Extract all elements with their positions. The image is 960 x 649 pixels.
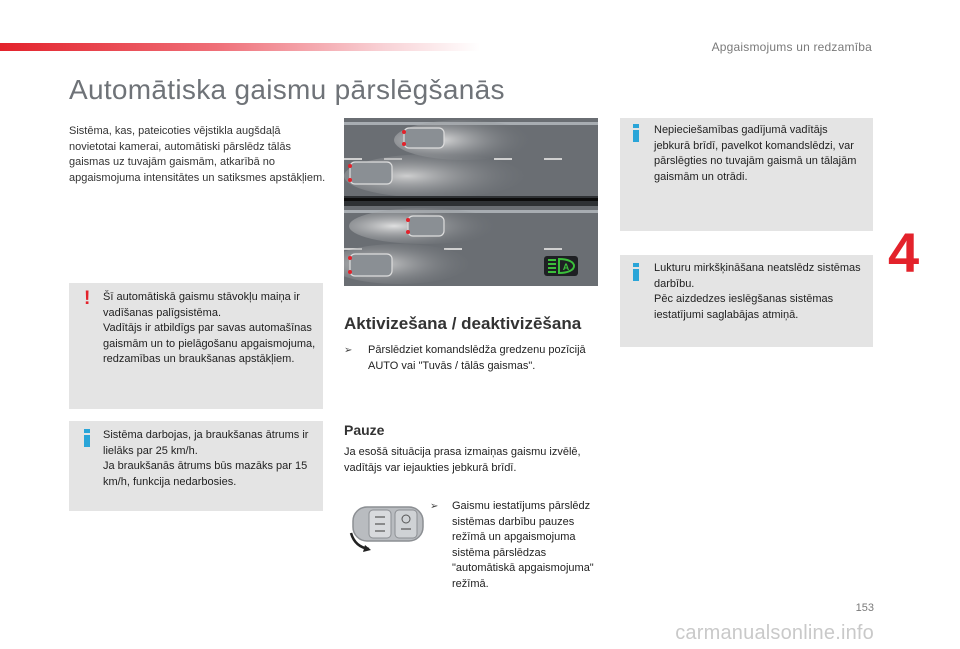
- watermark: carmanualsonline.info: [675, 622, 874, 644]
- auto-badge-label: A: [562, 262, 570, 272]
- info-memory-text: Lukturu mirkšķināšana neatslēdz sistēmas darbību. Pēc aizdedzes ieslēgšanas sistēmas iestatījumi saglabājas atmiņā.: [654, 262, 861, 321]
- pause-text: Ja esošā situācija prasa izmaiņas gaismu izvēlē, vadītājs var iejaukties jebkurā brīdī.: [344, 446, 581, 474]
- activation-bullet: [344, 343, 599, 374]
- info-override-text: Nepieciešamības gadījumā vadītājs jebkurā brīdī, pavelkot komandslēdzi, var pārslēgties no tuvajām gaismā un tālajām gaismām un otrādi.: [654, 124, 857, 183]
- bullet-arrow-icon: ➢: [430, 501, 439, 512]
- road-illustration: [344, 118, 598, 286]
- activation-title: Aktivizešana / deaktivizēšana: [344, 314, 582, 333]
- lighting-stalk-illustration: [345, 497, 425, 553]
- info-box-override: [620, 118, 873, 231]
- pause-bullet: [430, 499, 598, 592]
- section-title: Apgaismojums un redzamība: [711, 40, 872, 54]
- bullet-arrow-icon: ➢: [344, 345, 353, 356]
- warning-text: Šī automātiskā gaismu stāvokļu maiņa ir vadīšanas palīgsistēma. Vadītājs ir atbildīgs par savas automašīnas gaismām un to pielāgošanu apgaismojuma, redzamības un braukšanas apstākļiem.: [103, 291, 316, 365]
- page-number: 153: [855, 602, 874, 614]
- info-icon: [633, 124, 639, 142]
- info-speed-text: Sistēma darbojas, ja braukšanas ātrums ir lielāks par 25 km/h. Ja braukšanās ātrums būs mazāks par 15 km/h, funkcija nedarbosies.: [103, 429, 309, 488]
- warning-box: [69, 283, 323, 409]
- activation-bullet-text: Pārslēdziet komandslēdža gredzenu pozīcijā AUTO vai "Tuvās / tālās gaismas".: [368, 344, 586, 372]
- headlights-scene: [344, 118, 598, 286]
- warning-exclamation-icon: !: [84, 288, 91, 309]
- info-icon: [633, 263, 639, 281]
- info-box-speed: [69, 421, 323, 511]
- pause-bullet-text: Gaismu iestatījums pārslēdz sistēmas darbību pauzes režīmā un apgaismojuma sistēma pārslēdzas "automātiskā apgaismojuma" režīmā.: [452, 500, 594, 590]
- pause-title: Pauze: [344, 422, 385, 438]
- intro-paragraph: Sistēma, kas, pateicoties vējstikla augšdaļā novietotai kamerai, automātiski pārslēdz tālās gaismas uz tuvajām gaismām, atkarībā no apgaismojuma intensitātes un satiksmes apstākļiem.: [69, 125, 326, 184]
- chapter-number: 4: [888, 221, 920, 284]
- info-icon: [84, 429, 90, 447]
- page-title: Automātiska gaismu pārslēgšanās: [69, 74, 505, 105]
- header-accent-bar: [0, 43, 480, 51]
- info-box-memory: [620, 255, 873, 347]
